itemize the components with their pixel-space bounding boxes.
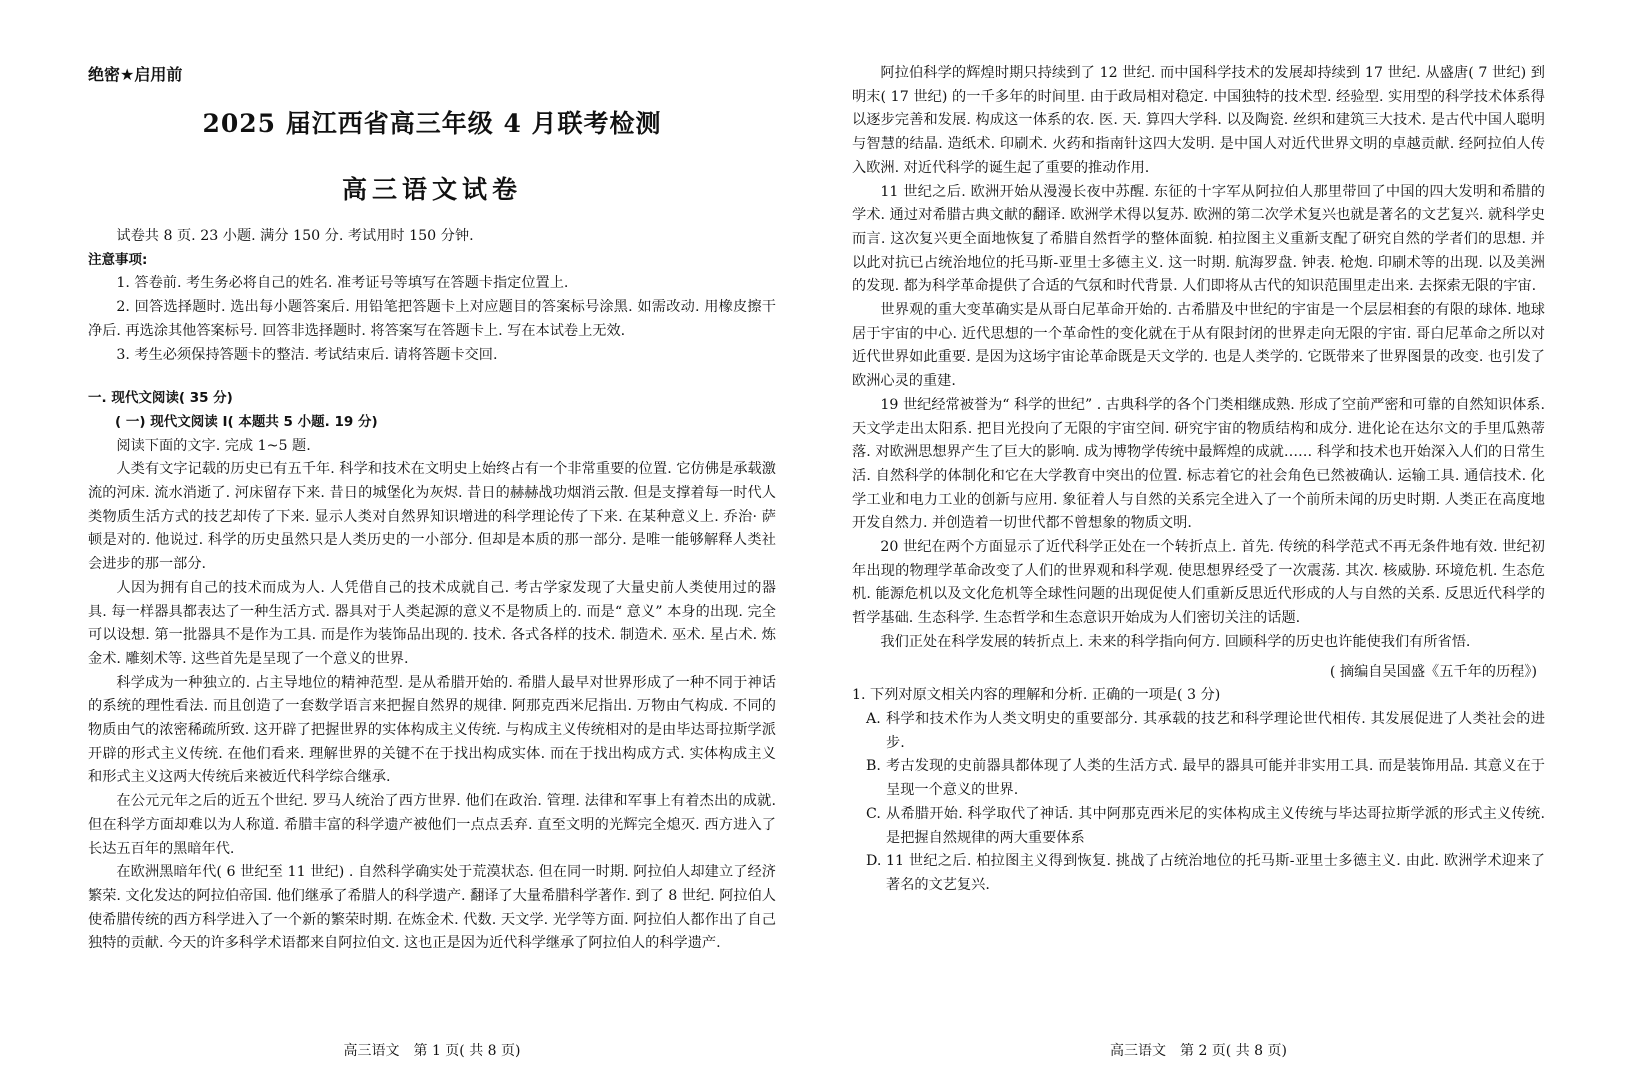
option-letter: C. (866, 805, 881, 822)
passage-paragraph: 我们正处在科学发展的转折点上. 未来的科学指向何方. 回顾科学的历史也许能使我们有所省悟. (880, 633, 1471, 650)
option-letter: D. (866, 853, 882, 870)
confidential-label: 绝密★启用前 (88, 65, 183, 84)
notice-heading: 注意事项: (88, 251, 148, 268)
passage-paragraph: 阿拉伯科学的辉煌时期只持续到了 12 世纪. 而中国科学技术的发展却持续到 17 世纪. 从盛唐( 7 世纪) 到明末( 17 世纪) 的一千多年的时间里. 由于政局相对稳定. 中国独特的技术型. 经验型. 实用型的科学技术体系得以逐步完善和发展. 构成这一体系的农. 医. 天. 算四大学科. 以及陶瓷. 丝织和建筑三大技术. 是古代中国人聪明与智慧的结晶. 造纸术. 印刷术. 火药和指南针这四大发明. 是中国人对近代世界文明的卓越贡献. 经阿拉伯人传入欧洲. 对近代科学的诞生起了重要的推动作用. (852, 65, 1545, 176)
reading-instruction: 阅读下面的文字. 完成 1~5 题. (116, 437, 311, 454)
option-text: 11 世纪之后. 柏拉图主义得到恢复. 挑战了占统治地位的托马斯-亚里士多德主义. 由此. 欧洲学术迎来了著名的文艺复兴. (886, 853, 1545, 893)
option-text: 从希腊开始. 科学取代了神话. 其中阿那克西米尼的实体构成主义传统与毕达哥拉斯学派的形式主义传统. 是把握自然规律的两大重要体系 (886, 805, 1545, 846)
option-letter: A. (866, 710, 881, 727)
page-1 (88, 0, 776, 1079)
passage-paragraph: 科学成为一种独立的. 占主导地位的精神范型. 是从希腊开始的. 希腊人最早对世界形成了一种不同于神话的系统的理性看法. 而且创造了一套数学语言来把握自然界的规律. 阿那克西米尼指出. 万物由气构成. 不同的物质由气的浓密稀疏所致. 这开辟了把握世界的实体构成主义传统. 与构成主义传统相对的是由毕达哥拉斯学派开辟的形式主义传统. 在他们看来. 理解世界的关键不在于找出构成实体. 而在于找出构成方式. 实体构成主义和形式主义这两大传统后来被近代科学综合继承. (88, 674, 776, 786)
answer-option-a[interactable] (852, 708, 1545, 755)
passage-paragraph: 19 世纪经常被誉为“ 科学的世纪” . 古典科学的各个门类相继成熟. 形成了空前严密和可靠的自然知识体系. 天文学走出太阳系. 把目光投向了无限的宇宙空间. 研究宇宙的物质结构和成分. 进化论在达尔文的手里瓜熟蒂落. 对欧洲思想界产生了巨大的影响. 成为博物学传统中最辉煌的成就…… 科学和技术也开始深入人们的日常生活. 自然科学的体制化和它在大学教育中突出的位置. 标志着它的社会角色已然被确认. 运输工具. 通信技术. 化学工业和电力工业的创新与应用. 象征着人与自然的关系完全进入了一个前所未闻的历史时期. 人类正在高度地开发自然力. 并创造着一切世代都不曾想象的物质文明. (852, 396, 1545, 532)
passage-paragraph: 20 世纪在两个方面显示了近代科学正处在一个转折点上. 首先. 传统的科学范式不再无条件地有效. 世纪初年出现的物理学革命改变了人们的世界观和科学观. 使思想界经受了一次震荡. 其次. 核威胁. 环境危机. 生态危机. 能源危机以及文化危机等全球性问题的出现促使人们重新反思近代形成的人与自然的关系. 反思近代科学的哲学基础. 生态科学. 生态哲学和生态意识开始成为人们密切关注的话题. (852, 539, 1545, 627)
notice-item: 2. 回答选择题时. 选出每小题答案后. 用铅笔把答题卡上对应题目的答案标号涂黑. 如需改动. 用橡皮擦干净后. 再选涂其他答案标号. 回答非选择题时. 将答案写在答题卡上. 写在本试卷上无效. (88, 299, 776, 339)
answer-option-b[interactable] (852, 755, 1545, 802)
notice-item: 1. 答卷前. 考生务必将自己的姓名. 准考证号等填写在答题卡指定位置上. (116, 275, 569, 292)
passage-paragraph: 人因为拥有自己的技术而成为人. 人凭借自己的技术成就自己. 考古学家发现了大量史前人类使用过的器具. 每一样器具都表达了一种生活方式. 器具对于人类起源的意义不是物质上的. 而是“ 意义” 本身的出现. 完全可以设想. 第一批器具不是作为工具. 而是作为装饰品出现的. 技术. 各式各样的技术. 制造术. 巫术. 星占术. 炼金术. 雕刻术等. 这些首先是呈现了一个意义的世界. (88, 579, 776, 667)
option-text: 考古发现的史前器具都体现了人类的生活方式. 最早的器具可能并非实用工具. 而是装饰用品. 其意义在于呈现一个意义的世界. (886, 758, 1545, 799)
passage-paragraph: 在公元元年之后的近五个世纪. 罗马人统治了西方世界. 他们在政治. 管理. 法律和军事上有着杰出的成就. 但在科学方面却难以为人称道. 希腊丰富的科学遗产被他们一点点丢弃. 直至文明的光辉完全熄灭. 西方进入了长达五百年的黑暗年代. (88, 793, 776, 857)
section-heading: 一. 现代文阅读( 35 分) (88, 390, 233, 407)
page-1-footer: 高三语文 第 1 页( 共 8 页) (343, 1043, 521, 1059)
passage-paragraph: 在欧洲黑暗年代( 6 世纪至 11 世纪) . 自然科学确实处于荒漠状态. 但在同一时期. 阿拉伯人却建立了经济繁荣. 文化发达的阿拉伯帝国. 他们继承了希腊人的科学遗产. 翻译了大量希腊科学著作. 到了 8 世纪. 阿拉伯人使希腊传统的西方科学进入了一个新的繁荣时期. 在炼金术. 代数. 天文学. 光学等方面. 阿拉伯人都作出了自己独特的贡献. 今天的许多科学术语都来自阿拉伯文. 这也正是因为近代科学继承了阿拉伯人的科学遗产. (88, 864, 776, 952)
answer-option-c[interactable] (852, 803, 1545, 850)
page-2 (852, 0, 1545, 1079)
notice-item: 3. 考生必须保持答题卡的整洁. 考试结束后. 请将答题卡交回. (116, 346, 498, 363)
page-1-content (88, 225, 776, 956)
exam-title: 2025 届江西省高三年级 4 月联考检测 (202, 109, 662, 138)
question-stem: 1. 下列对原文相关内容的理解和分析. 正确的一项是( 3 分) (852, 687, 1221, 704)
option-text: 科学和技术作为人类文明史的重要部分. 其承载的技艺和科学理论世代相传. 其发展促进了人类社会的进步. (886, 710, 1545, 751)
passage-source: ( 摘编自吴国盛《五千年的历程》) (1329, 663, 1537, 680)
exam-info: 试卷共 8 页. 23 小题. 满分 150 分. 考试用时 150 分钟. (116, 228, 474, 244)
passage-paragraph: 人类有文字记载的历史已有五千年. 科学和技术在文明史上始终占有一个非常重要的位置. 它仿佛是承载激流的河床. 流水消逝了. 河床留存下来. 昔日的城堡化为灰烬. 昔日的赫赫战功烟消云散. 但是支撑着每一时代人类物质生活方式的技艺却传了下来. 显示人类对自然界知识增进的科学理论传了下来. 在某种意义上. 乔治· 萨顿是对的. 他说过. 科学的历史虽然只是人类历史的一小部分. 但却是本质的那一部分. 是唯一能够解释人类社会进步的那一部分. (88, 461, 776, 573)
subsection-heading: ( 一) 现代文阅读 Ⅰ( 本题共 5 小题. 19 分) (115, 413, 378, 430)
exam-subtitle: 高三语文试卷 (341, 175, 522, 204)
option-letter: B. (866, 758, 881, 775)
passage-paragraph: 世界观的重大变革确实是从哥白尼革命开始的. 古希腊及中世纪的宇宙是一个层层相套的有限的球体. 地球居于宇宙的中心. 近代思想的一个革命性的变化就在于从有限封闭的世界走向无限的宇宙. 哥白尼革命之所以对近代世界如此重要. 是因为这场宇宙论革命既是天文学的. 也是人类学的. 它既带来了世界图景的改变. 也引发了欧洲心灵的重建. (852, 302, 1545, 390)
page-2-footer: 高三语文 第 2 页( 共 8 页) (1110, 1043, 1287, 1059)
passage-paragraph: 11 世纪之后. 欧洲开始从漫漫长夜中苏醒. 东征的十字军从阿拉伯人那里带回了中国的四大发明和希腊的学术. 通过对希腊古典文献的翻译. 欧洲学术得以复苏. 欧洲的第二次学术复兴也就是著名的文艺复兴. 就科学史而言. 这次复兴更全面地恢复了希腊自然哲学的整体面貌. 柏拉图主义重新支配了研究自然的学者们的思想. 并以此对抗已占统治地位的托马斯-亚里士多德主义. 这一时期. 航海罗盘. 钟表. 枪炮. 印刷术等的出现. 以及美洲的发现. 都为科学革命提供了合适的气氛和时代背景. 人们即将从古代的知识范围里走出来. 去探索无限的宇宙. (852, 183, 1545, 295)
answer-option-d[interactable] (852, 850, 1545, 897)
page-2-content (852, 62, 1545, 898)
